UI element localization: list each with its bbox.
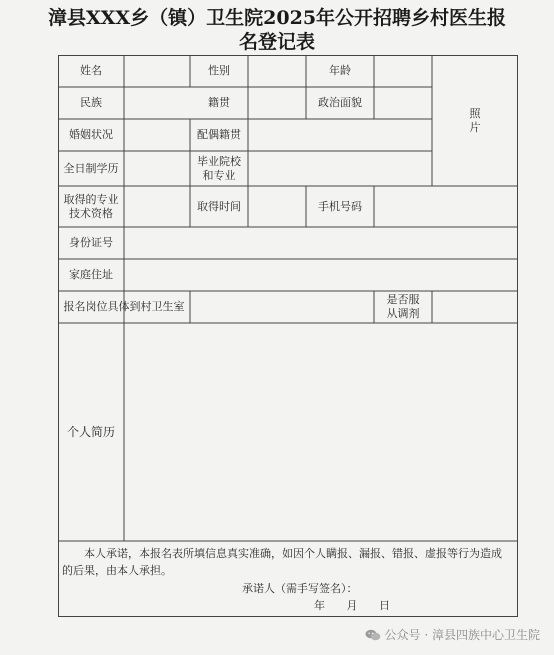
registration-form-table: [58, 55, 518, 617]
label-accept-adjustment: [374, 291, 432, 323]
field-political-status[interactable]: [374, 87, 432, 119]
label-age: 年龄: [329, 64, 351, 77]
label-qualification-line-2: 技术资格: [69, 206, 113, 220]
label-obtained-time: 取得时间: [197, 199, 241, 213]
label-native-place: 籍贯: [208, 96, 230, 109]
photo-label-2: 片: [469, 120, 481, 134]
label-graduate-school: [190, 151, 248, 186]
label-phone: 手机号码: [318, 199, 362, 213]
field-id-number[interactable]: [124, 227, 518, 259]
field-native-place[interactable]: [248, 87, 306, 119]
form-title-line-1: 漳县XXX乡（镇）卫生院2025年公开招聘乡村医生报: [47, 7, 507, 29]
field-fulltime-education[interactable]: [124, 151, 190, 186]
label-gender: 性别: [208, 64, 230, 77]
field-qualification[interactable]: [124, 186, 190, 227]
label-resume: 个人简历: [66, 425, 115, 439]
form-title-line-2: 名登记表: [238, 31, 315, 53]
label-graduate-school-line-2: 和专业: [202, 168, 236, 182]
label-graduate-school-line-1: 毕业院校: [197, 154, 241, 168]
label-applied-post: 报名岗位具体到村卫生室: [63, 300, 185, 313]
label-name: 姓名: [80, 64, 102, 77]
field-phone[interactable]: [374, 186, 518, 227]
label-qualification-line-1: 取得的专业: [63, 192, 119, 206]
pledge-text: 本人承诺，本报名表所填信息真实准确，如因个人瞒报、漏报、错报、虚报等行为造成的后果，由本人承担。: [62, 547, 502, 577]
label-political-status: 政治面貌: [318, 96, 362, 109]
field-age[interactable]: [374, 55, 432, 87]
label-qualification: [58, 186, 124, 227]
field-name[interactable]: [124, 55, 190, 87]
label-id-number: 身份证号: [69, 236, 113, 249]
field-applied-post[interactable]: [190, 291, 374, 323]
label-spouse-native: 配偶籍贯: [197, 128, 241, 141]
label-accept-adjustment-line-2: 从调剂: [386, 307, 420, 320]
field-ethnicity[interactable]: [124, 87, 190, 119]
field-accept-adjustment[interactable]: [432, 291, 518, 323]
wechat-icon: [365, 629, 381, 641]
watermark: [365, 626, 540, 643]
field-gender[interactable]: [248, 55, 306, 87]
field-obtained-time[interactable]: [248, 186, 306, 227]
label-ethnicity: 民族: [80, 96, 102, 109]
pledge-signer-label: 承诺人（需手写签名）：: [242, 582, 358, 595]
photo-box[interactable]: [432, 55, 518, 186]
form-title: [0, 6, 554, 54]
label-address: 家庭住址: [69, 268, 113, 281]
label-fulltime-education: 全日制学历: [63, 161, 119, 175]
pledge-date-label: 年 月 日: [314, 599, 390, 612]
field-graduate-school[interactable]: [248, 151, 432, 186]
field-marital-status[interactable]: [124, 119, 190, 151]
field-address[interactable]: [124, 259, 518, 291]
photo-label-1: 照: [469, 106, 481, 120]
field-spouse-native[interactable]: [248, 119, 432, 151]
label-marital-status: 婚姻状况: [69, 128, 113, 141]
watermark-text: 公众号 · 漳县四族中心卫生院: [384, 628, 540, 642]
field-resume[interactable]: [124, 323, 518, 541]
label-accept-adjustment-line-1: 是否服: [386, 293, 420, 306]
